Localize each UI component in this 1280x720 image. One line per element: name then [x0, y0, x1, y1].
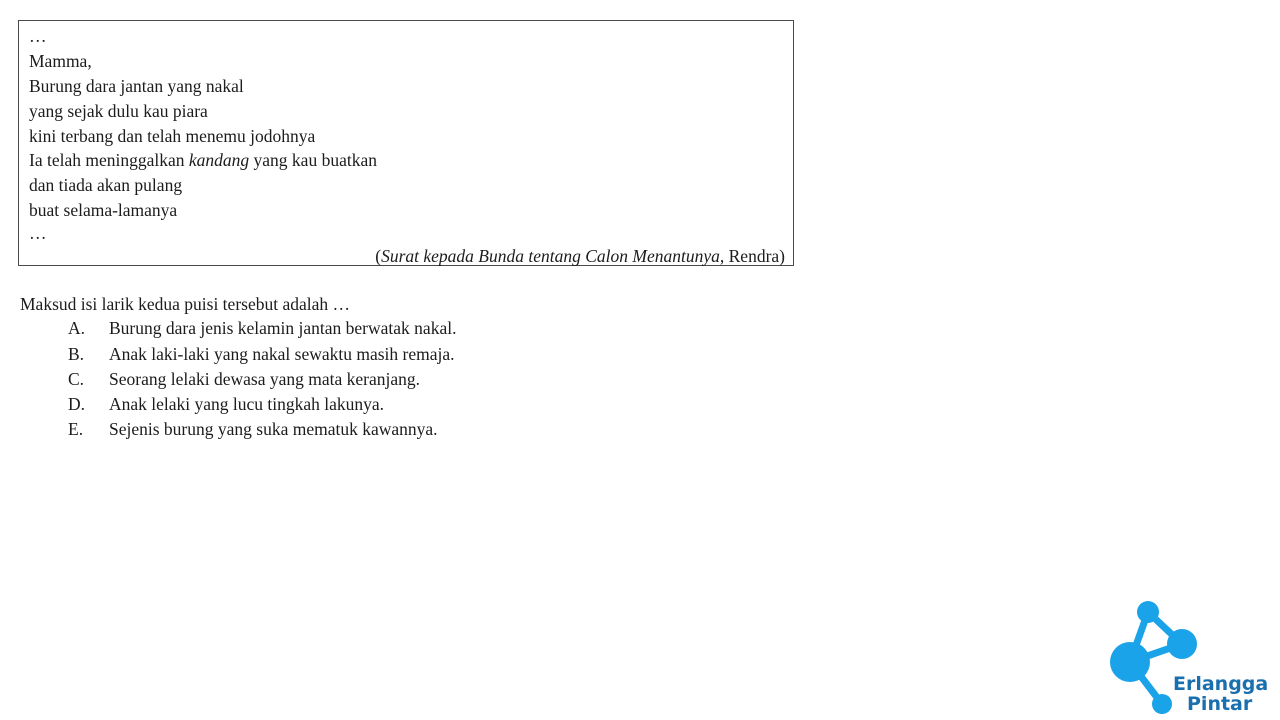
poem-line-3: yang sejak dulu kau piara	[29, 101, 208, 121]
poem-line-5-start: Ia telah meninggalkan	[29, 150, 189, 170]
logo-text-erlangga: Erlangga	[1173, 673, 1269, 695]
option-d[interactable]	[68, 394, 384, 414]
option-e[interactable]	[68, 419, 438, 439]
poem-line-5	[29, 150, 377, 170]
question-prompt: Maksud isi larik kedua puisi tersebut adalah …	[20, 294, 350, 314]
poem-line-4: kini terbang dan telah menemu jodohnya	[29, 126, 316, 146]
option-b[interactable]	[68, 344, 455, 364]
poem-line-6: dan tiada akan pulang	[29, 175, 183, 195]
option-letter: E.	[68, 419, 84, 439]
poem-line-5-italic-word: kandang	[188, 150, 250, 170]
option-letter: C.	[68, 369, 85, 389]
poem-line-5-end: yang kau buatkan	[249, 150, 377, 170]
option-c[interactable]	[68, 369, 420, 389]
poem-ellipsis-top: …	[29, 26, 47, 46]
poem-ellipsis-bottom: …	[29, 223, 47, 243]
logo-text-pintar: Pintar	[1187, 693, 1253, 715]
citation-author: , Rendra)	[719, 246, 785, 266]
option-a[interactable]	[68, 318, 456, 338]
erlangga-pintar-logo	[1104, 600, 1276, 718]
citation-open: (	[375, 246, 382, 266]
citation-title: Surat kepada Bunda tentang Calon Menantunya	[381, 246, 720, 266]
poem-line-7: buat selama-lamanya	[29, 200, 178, 220]
option-text: Burung dara jenis kelamin jantan berwatak nakal.	[109, 318, 457, 338]
poem-line-2: Burung dara jantan yang nakal	[29, 76, 244, 96]
option-text: Anak lelaki yang lucu tingkah lakunya.	[109, 394, 385, 414]
poem-line-1: Mamma,	[29, 51, 92, 71]
poem-citation	[375, 246, 785, 266]
option-letter: A.	[68, 318, 86, 338]
option-text: Anak laki-laki yang nakal sewaktu masih remaja.	[109, 344, 455, 364]
option-text: Sejenis burung yang suka mematuk kawannya.	[109, 419, 438, 439]
option-text: Seorang lelaki dewasa yang mata keranjang.	[109, 369, 420, 389]
poem-box	[18, 20, 794, 266]
option-letter: B.	[68, 344, 85, 364]
option-letter: D.	[68, 394, 86, 414]
